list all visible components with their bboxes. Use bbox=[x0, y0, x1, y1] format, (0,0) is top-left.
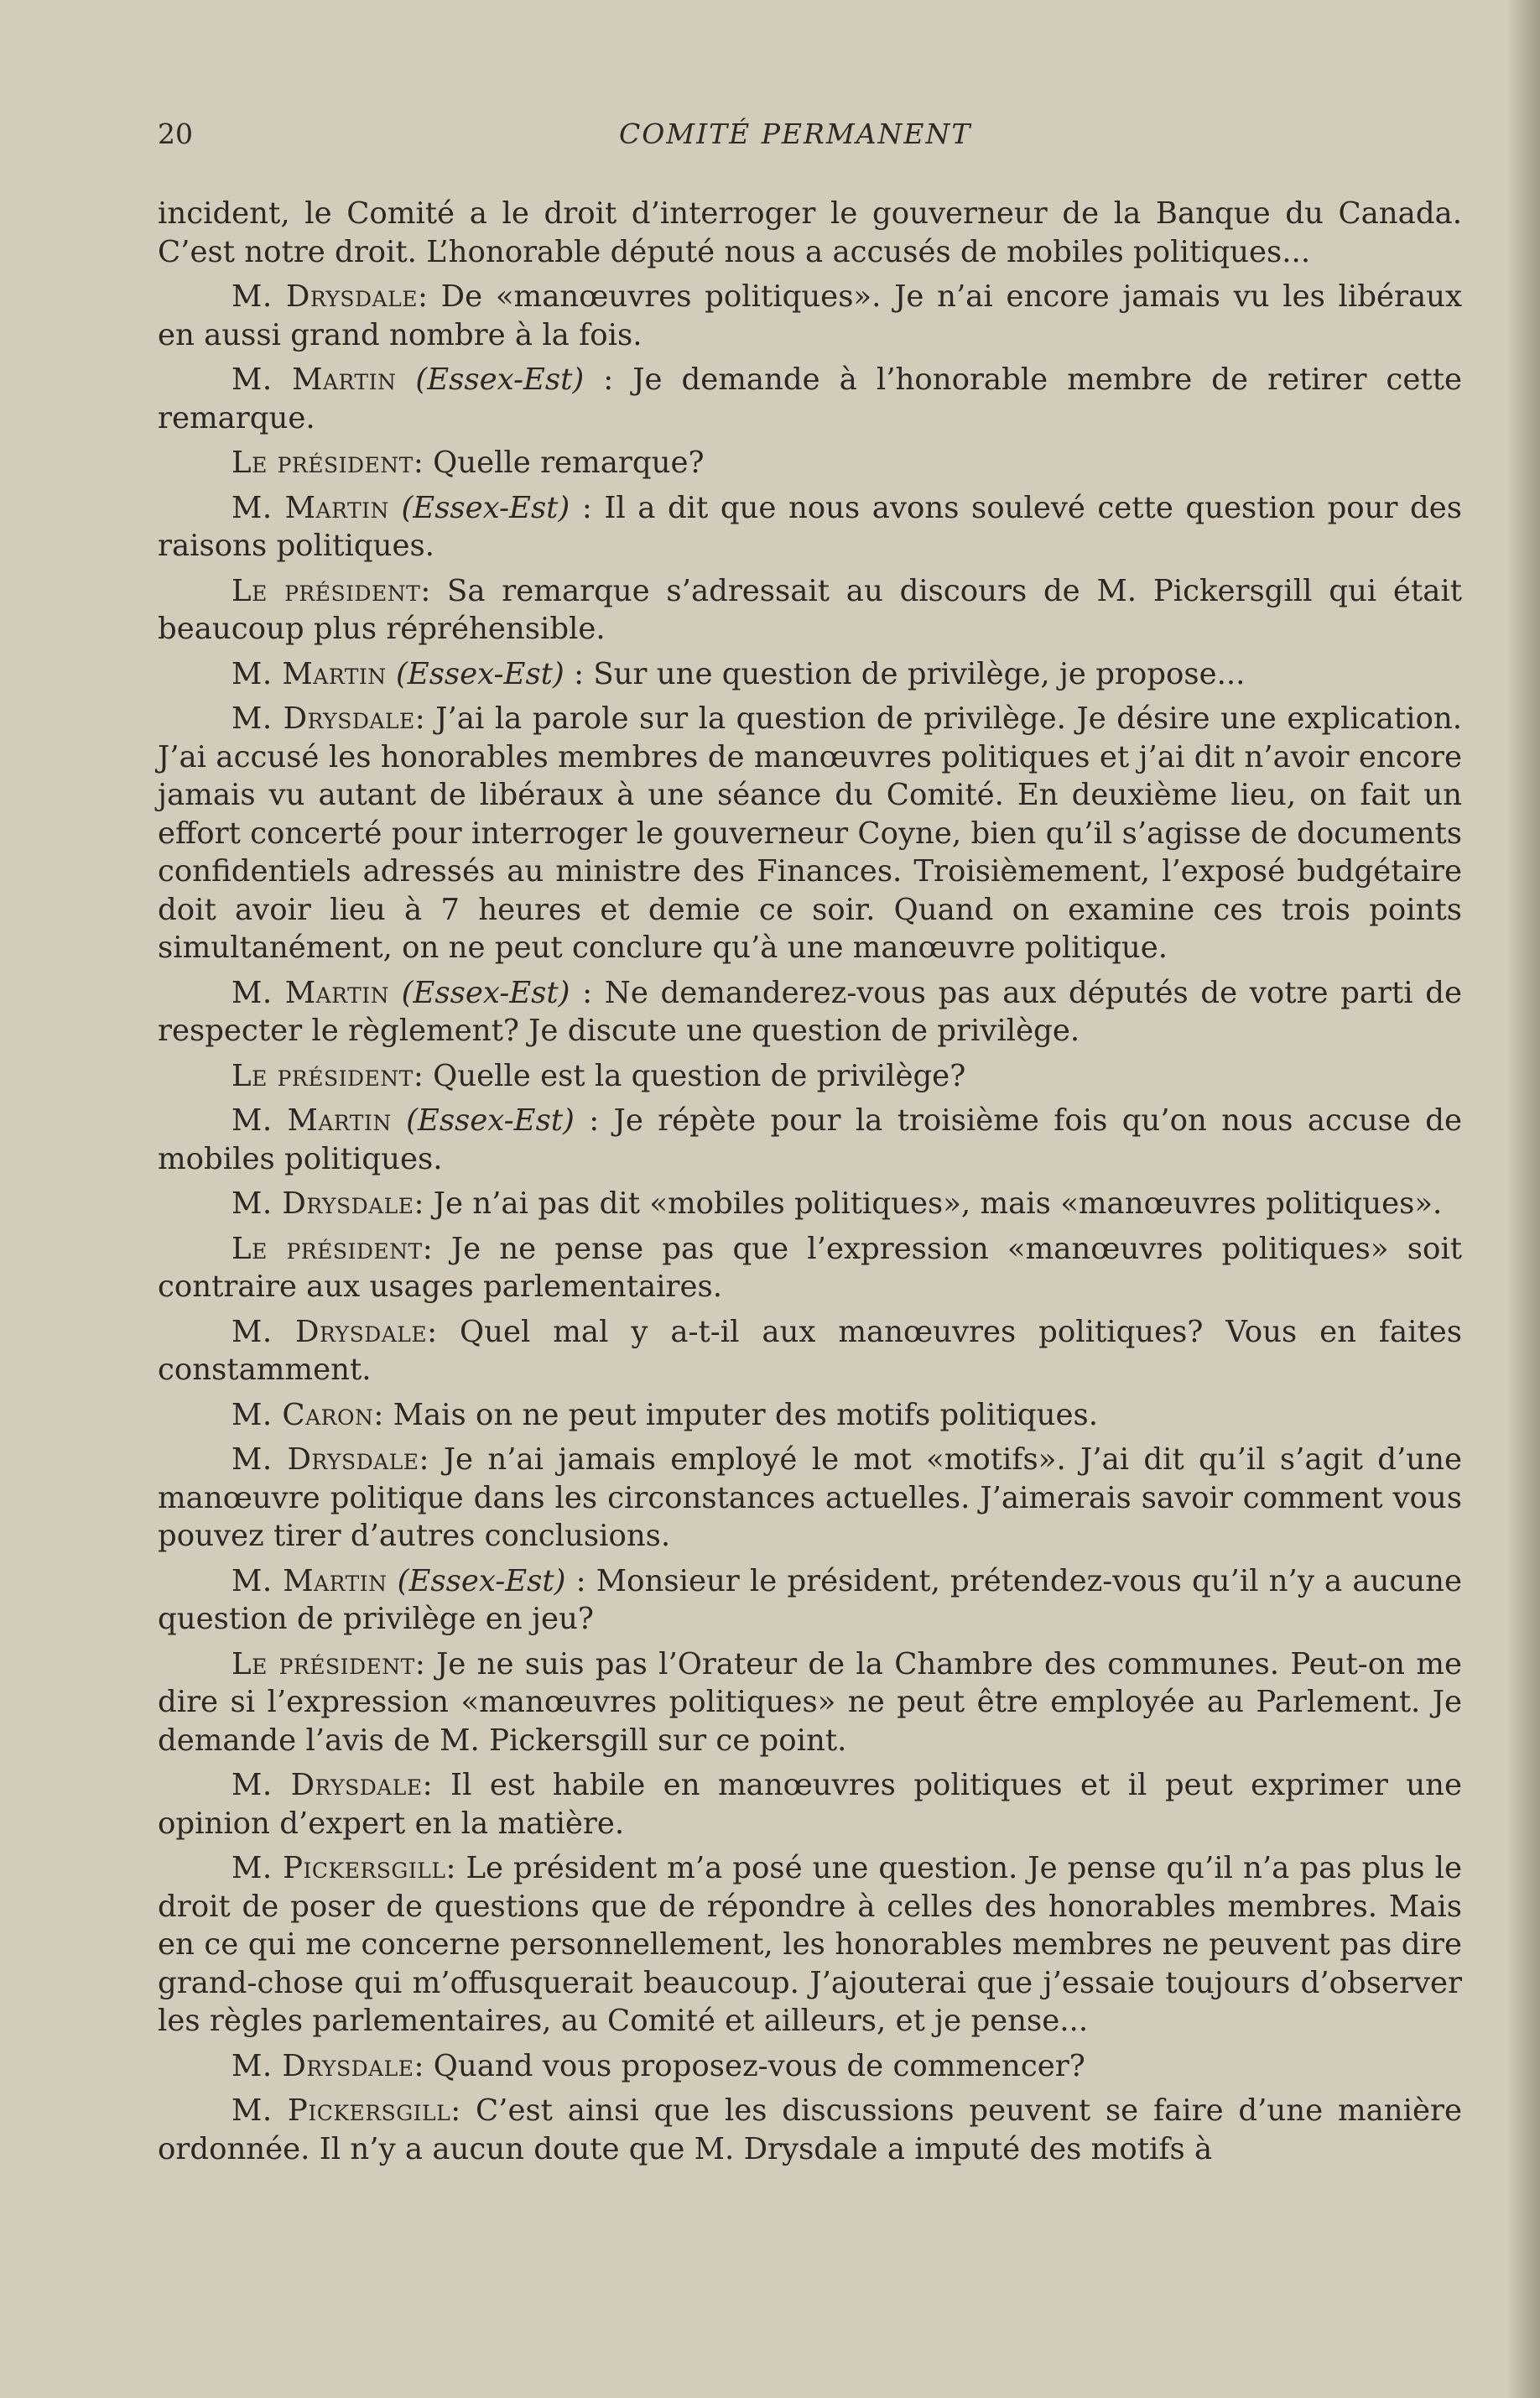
speaker-name: M. Drysdale bbox=[232, 701, 415, 736]
transcript-paragraph bbox=[158, 278, 1462, 354]
speaker-name: Le président bbox=[232, 446, 414, 480]
speaker-name: M. Drysdale bbox=[232, 1442, 419, 1477]
transcript-paragraph bbox=[158, 1102, 1462, 1178]
speaker-name: M. Pickersgill bbox=[232, 1851, 446, 1885]
transcript-paragraph bbox=[158, 2092, 1462, 2168]
speech-text: : Je demande à l’honorable membre de retirer cette remarque. bbox=[158, 362, 1462, 435]
speech-text: : Monsieur le président, prétendez-vous qu’il n’y a aucune question de privilège en jeu? bbox=[158, 1563, 1462, 1636]
speaker-name: M. Drysdale bbox=[232, 1314, 428, 1349]
page-header bbox=[158, 117, 1458, 158]
speech-text: : Je ne pense pas que l’expression «manœuvres politiques» soit contraire aux usages parlementaires. bbox=[158, 1231, 1462, 1304]
speaker-riding: (Essex-Est) bbox=[406, 1103, 575, 1138]
transcript-paragraph bbox=[158, 1230, 1462, 1306]
transcript-paragraph bbox=[158, 1849, 1462, 2041]
transcript-paragraph bbox=[158, 1396, 1462, 1435]
speech-text: : Quelle est la question de privilège? bbox=[413, 1058, 966, 1093]
speaker-name: M. Drysdale bbox=[232, 279, 418, 314]
speaker-name: Le président bbox=[232, 1231, 423, 1266]
transcript-paragraph bbox=[158, 655, 1462, 694]
speech-text: : Je ne suis pas l’Orateur de la Chambre des communes. Peut-on me dire si l’expression «manœuvres politiques» ne peut être employée au Parlement. Je demande l’avis de M. Pickersgill sur ce point. bbox=[158, 1646, 1462, 1758]
transcript-paragraph bbox=[158, 700, 1462, 967]
speaker-name: M. Martin bbox=[232, 1103, 392, 1138]
speech-text: : J’ai la parole sur la question de privilège. Je désire une explication. J’ai accusé les honorables membres de manœuvres politiques et j’ai dit n’avoir encore jamais vu autant de libéraux à une séance du Comité. En deuxième lieu, on fait un effort concerté pour interroger le gouverneur Coyne, bien qu’il s’agisse de documents confidentiels adressés au ministre des Finances. Troisièmement, l’exposé budgétaire doit avoir lieu à 7 heures et demie ce soir. Quand on examine ces trois points simultanément, on ne peut conclure qu’à une manœuvre politique. bbox=[158, 701, 1462, 965]
speaker-riding: (Essex-Est) bbox=[401, 975, 570, 1010]
speaker-name: M. Martin bbox=[232, 656, 387, 691]
speaker-riding: (Essex-Est) bbox=[401, 490, 570, 525]
speech-text: : C’est ainsi que les discussions peuvent se faire d’une manière ordonnée. Il n’y a aucun doute que M. Drysdale a imputé des motifs à bbox=[158, 2093, 1462, 2166]
speaker-riding: (Essex-Est) bbox=[397, 1563, 566, 1598]
speech-text: : Mais on ne peut imputer des motifs politiques. bbox=[373, 1397, 1098, 1432]
speaker-name: M. Pickersgill bbox=[232, 2093, 451, 2128]
speaker-name: M. Caron bbox=[232, 1397, 374, 1432]
speech-text: : Il est habile en manœuvres politiques et il peut exprimer une opinion d’expert en la matière. bbox=[158, 1768, 1463, 1841]
transcript-paragraph bbox=[158, 1185, 1462, 1223]
transcript-paragraph bbox=[158, 2047, 1462, 2086]
speech-text: : Je n’ai pas dit «mobiles politiques», mais «manœuvres politiques». bbox=[414, 1186, 1443, 1221]
speaker-riding: (Essex-Est) bbox=[395, 656, 564, 691]
speaker-name: M. Martin bbox=[232, 362, 397, 397]
speech-text: : Sur une question de privilège, je propose... bbox=[574, 656, 1246, 691]
transcript-paragraph bbox=[158, 1441, 1462, 1556]
speech-text: : Quel mal y a-t-il aux manœuvres politiques? Vous en faites constamment. bbox=[158, 1314, 1463, 1387]
speech-text: : Je n’ai jamais employé le mot «motifs». J’ai dit qu’il s’agit d’une manœuvre politique dans les circonstances actuelles. J’aimerais savoir comment vous pouvez tirer d’autres conclusions. bbox=[158, 1442, 1463, 1553]
speaker-name: M. Martin bbox=[232, 490, 389, 525]
transcript-paragraph bbox=[158, 1562, 1462, 1639]
speaker-name: Le président bbox=[232, 1646, 415, 1681]
running-title: COMITÉ PERMANENT bbox=[619, 117, 972, 150]
page-number: 20 bbox=[158, 117, 193, 150]
transcript-paragraph bbox=[158, 1313, 1462, 1389]
speech-text: : Ne demanderez-vous pas aux députés de votre parti de respecter le règlement? Je discute une question de privilège. bbox=[158, 975, 1462, 1048]
speaker-riding: (Essex-Est) bbox=[415, 362, 585, 397]
speech-text: : Quelle remarque? bbox=[413, 446, 705, 480]
transcript-paragraph bbox=[158, 489, 1462, 566]
transcript-paragraph bbox=[158, 444, 1462, 482]
speech-text: : Quand vous proposez-vous de commencer? bbox=[414, 2048, 1085, 2083]
speech-text: : De «manœuvres politiques». Je n’ai encore jamais vu les libéraux en aussi grand nombre à la fois. bbox=[158, 279, 1462, 352]
transcript-body bbox=[158, 195, 1462, 2175]
transcript-paragraph bbox=[158, 195, 1462, 271]
transcript-paragraph bbox=[158, 1766, 1462, 1843]
speech-text: : Le président m’a posé une question. Je pense qu’il n’a pas plus le droit de poser de questions que de répondre à celles des honorables membres. Mais en ce qui me concerne personnellement, les honorables membres ne peuvent pas dire grand-chose qui m’offusquerait beaucoup. J’ajouterai que j’essaie toujours d’observer les règles parlementaires, au Comité et ailleurs, et je pense... bbox=[158, 1851, 1462, 2038]
speech-text: : Sa remarque s’adressait au discours de M. Pickersgill qui était beaucoup plus répréhensible. bbox=[158, 573, 1462, 646]
transcript-paragraph bbox=[158, 572, 1462, 649]
page-edge-shadow bbox=[1506, 0, 1540, 2398]
transcript-paragraph bbox=[158, 361, 1462, 437]
transcript-paragraph bbox=[158, 1057, 1462, 1096]
transcript-paragraph bbox=[158, 974, 1462, 1050]
speaker-name: Le président bbox=[232, 1058, 414, 1093]
transcript-paragraph bbox=[158, 1645, 1462, 1760]
speech-text: : Il a dit que nous avons soulevé cette question pour des raisons politiques. bbox=[158, 490, 1463, 563]
speaker-name: Le président bbox=[232, 573, 421, 608]
speaker-name: M. Drysdale bbox=[232, 1768, 423, 1802]
speech-text: : Je répète pour la troisième fois qu’on nous accuse de mobiles politiques. bbox=[158, 1103, 1462, 1176]
speech-text: incident, le Comité a le droit d’interroger le gouverneur de la Banque du Canada. C’est notre droit. L’honorable député nous a accusés de mobiles politiques... bbox=[158, 196, 1462, 269]
speaker-name: M. Martin bbox=[232, 975, 389, 1010]
speaker-name: M. Drysdale bbox=[232, 2048, 414, 2083]
speaker-name: M. Martin bbox=[232, 1563, 388, 1598]
speaker-name: M. Drysdale bbox=[232, 1186, 414, 1221]
